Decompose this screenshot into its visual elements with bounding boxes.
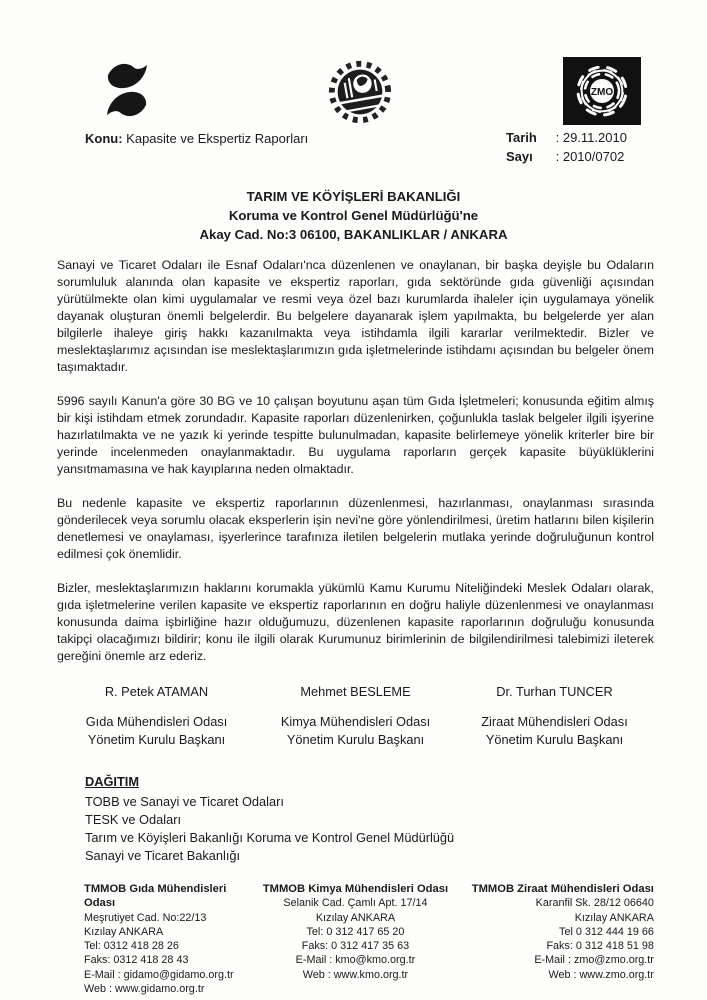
footer-web-line: Web : www.zmo.org.tr: [548, 968, 654, 981]
distribution-item: Sanayi ve Ticaret Bakanlığı: [85, 848, 241, 863]
signatory-title: Yönetim Kurulu Başkanı: [87, 732, 226, 747]
footer-org-title: TMMOB Gıda Mühendisleri Odası: [84, 883, 227, 910]
distribution-title: DAĞITIM: [85, 774, 140, 789]
footer-address-line: Meşrutiyet Cad. No:22/13: [84, 911, 207, 924]
date-value: : 29.11.2010: [555, 130, 627, 145]
distribution-item: TESK ve Odaları: [85, 812, 182, 827]
footer-address-line: Kızılay ANKARA: [84, 925, 164, 938]
footer-phone-line: Tel 0 312 444 19 66: [559, 925, 654, 938]
footer-fax-line: Faks: 0 312 418 51 98: [546, 940, 654, 953]
footer-email-line: E-Mail : gidamo@gidamo.org.tr: [84, 968, 234, 981]
footer-address-line: Kızılay ANKARA: [574, 911, 654, 924]
recipient-block: [0, 187, 707, 244]
date-label: Tarih: [506, 130, 537, 145]
signature-column-1: [57, 684, 256, 749]
footer-email-line: E-Mail : zmo@zmo.org.tr: [534, 954, 654, 967]
signature-block: [57, 684, 654, 749]
footer-column-kmo: [256, 882, 455, 996]
subject-value: Kapasite ve Ekspertiz Raporları: [126, 131, 309, 146]
recipient-line-3: Akay Cad. No:3 06100, BAKANLIKLAR / ANKARA: [199, 227, 508, 242]
subject-line: [85, 131, 308, 146]
number-value: : 2010/0702: [555, 149, 625, 164]
footer-contact-block: [57, 882, 654, 996]
body-paragraph-1: Sanayi ve Ticaret Odaları ile Esnaf Odaları'nca düzenlenen ve onaylanan, bir başka deyişle bu Odaların sorumluluk alanında olan kapasite ve ekspertiz raporları, gıda sektöründe gıda güvenliği açısından yürütülmekte olan kimi uygulamalar ve resmi veya özel bazı kurumlarda ihaleler için uygulamaya yönelik dayanak oluşturan önemli belgelerdir. Bu belgelere dayanarak işlem yapılmakta, bu belgelerde yer alan bilgilerle ihaleye giriş hakkı kazanılmakta veya istihdamla ilgili kararlar verilmektedir. Bizler ve meslektaşlarımız açısından ise meslektaşlarımızın gıda işletmelerinde istihdamı açısından bu belgeler önem taşımaktadır.: [57, 258, 654, 374]
kimya-muhendisleri-odasi-gear-logo-icon: [326, 53, 394, 131]
footer-phone-line: Tel: 0312 418 28 26: [84, 940, 179, 953]
date-number-block: [506, 128, 627, 166]
subject-label: Konu:: [85, 131, 123, 146]
footer-address-line: Karanfil Sk. 28/12 06640: [535, 897, 654, 910]
distribution-item: TOBB ve Sanayi ve Ticaret Odaları: [85, 794, 284, 809]
footer-web-line: Web : www.gidamo.org.tr: [84, 983, 205, 996]
footer-address-line: Kızılay ANKARA: [315, 911, 396, 924]
signatory-organization: Kimya Mühendisleri Odası: [280, 714, 431, 729]
body-paragraph-2: 5996 sayılı Kanun'a göre 30 BG ve 10 çalışan boyutunu aşan tüm Gıda İşletmeleri; konusunda eğitim almış bir kişi istihdam etmek zorundadır. Kapasite raporları düzenlenirken, çoğunlukla taslak belgeler ilgili işyerine hazırlatılmakta ve ne yazık ki yerinde tespitte bulunulmadan, kapasite belirlemeye yönelik kriterler bire bir yerinde incelenmeden onaylanmaktadır. Bu uygulama raporların gerçek kapasite büyüklüklerini yansıtmamasına ve hak kayıplarına neden olmaktadır.: [57, 394, 654, 476]
footer-column-gidamo: [57, 882, 256, 996]
signatory-name: Mehmet BESLEME: [300, 684, 411, 699]
footer-fax-line: Faks: 0312 418 28 43: [84, 954, 189, 967]
recipient-line-2: Koruma ve Kontrol Genel Müdürlüğü'ne: [228, 208, 479, 223]
footer-fax-line: Faks: 0 312 417 35 63: [301, 940, 410, 953]
footer-web-line: Web : www.kmo.org.tr: [302, 968, 409, 981]
date-row: [506, 128, 627, 147]
signatory-name: Dr. Turhan TUNCER: [496, 684, 613, 699]
footer-phone-line: Tel: 0 312 417 65 20: [306, 925, 405, 938]
ziraat-muhendisleri-odasi-logo-icon: [563, 57, 641, 125]
signatory-organization: Gıda Mühendisleri Odası: [85, 714, 228, 729]
footer-email-line: E-Mail : kmo@kmo.org.tr: [295, 954, 416, 967]
gida-muhendisleri-odasi-logo-icon: [101, 59, 153, 121]
footer-column-zmo: [455, 882, 654, 996]
signatory-title: Yönetim Kurulu Başkanı: [286, 732, 425, 747]
footer-address-line: Selanik Cad. Çamlı Apt. 17/14: [283, 897, 428, 910]
footer-org-title: TMMOB Kimya Mühendisleri Odası: [262, 883, 449, 895]
letter-body: [57, 257, 654, 682]
body-paragraph-4: Bizler, meslektaşlarımızın haklarını korumakla yükümlü Kamu Kurumu Niteliğindeki Meslek Odaları olarak, gıda işletmelerine verilen kapasite ve ekspertiz raporlarının en doğru haliyle düzenlenmesi ve onaylanması konusunda daima işbirliğine hazır olduğumuzu, düzenlenen kapasite raporlarının doğruluğu konusunda takipçi olacağımızı bildirir; konu ile ilgili olarak Kurumunuz birimlerinin de bilgilendirilmesi talebimizi ileterek gereğini önemle arz ederiz.: [57, 581, 654, 663]
distribution-block: [85, 773, 454, 865]
signatory-name: R. Petek ATAMAN: [104, 684, 209, 699]
zmo-logo-text: ZMO: [590, 87, 614, 98]
signature-column-3: [455, 684, 654, 749]
number-label: Sayı: [506, 149, 533, 164]
footer-org-title: TMMOB Ziraat Mühendisleri Odası: [471, 883, 654, 895]
signature-column-2: [256, 684, 455, 749]
number-row: [506, 147, 627, 166]
distribution-item: Tarım ve Köyişleri Bakanlığı Koruma ve Kontrol Genel Müdürlüğü: [85, 830, 455, 845]
signatory-title: Yönetim Kurulu Başkanı: [485, 732, 624, 747]
recipient-line-1: TARIM VE KÖYİŞLERİ BAKANLIĞI: [246, 189, 461, 204]
body-paragraph-3: Bu nedenle kapasite ve ekspertiz raporlarının düzenlenmesi, hazırlanması, onaylanması sırasında gönderilecek veya sorumlu olacak eksperlerin işin nevi'ne göre yönlendirilmesi, üretim hatlarını bilen kişilerin denetlemesi ve onaylaması, işyerlerince tarafınıza iletilen belgelerin mutlaka yerinde doğruluğunun kontrol edilmesi çok önemlidir.: [57, 496, 654, 561]
signatory-organization: Ziraat Mühendisleri Odası: [481, 714, 628, 729]
